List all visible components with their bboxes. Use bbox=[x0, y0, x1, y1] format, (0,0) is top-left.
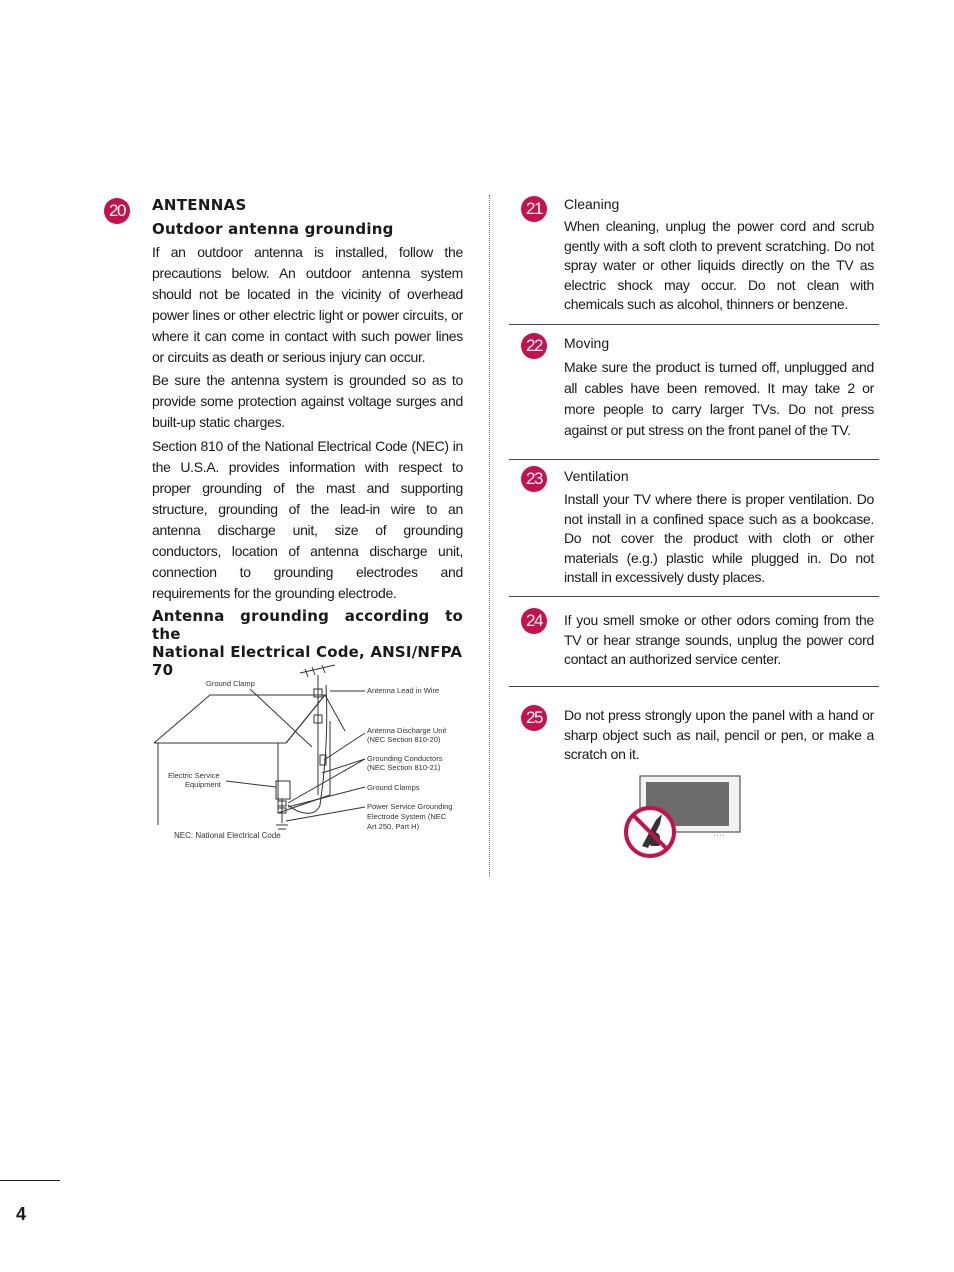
label-discharge-unit: Antenna Discharge Unit bbox=[367, 726, 447, 735]
roof-edge bbox=[325, 695, 345, 731]
antenna-element bbox=[305, 669, 308, 677]
section-title: ANTENNAS bbox=[152, 196, 247, 214]
item-text-moving: Make sure the product is turned off, unplugged and all cables have been removed. It may take 2 or more people to carry larger TVs. Do not press against or put stress on the front panel of the TV. bbox=[564, 359, 874, 438]
antenna-element bbox=[322, 665, 325, 673]
section-subtitle: Outdoor antenna grounding bbox=[152, 220, 394, 238]
item-number-badge-20: 20 bbox=[104, 198, 130, 224]
paragraph: If an outdoor antenna is installed, follow the precautions below. An outdoor antenna system should not be located in the vicinity of overhead power lines or other electric light or power circuits, or where it can come in contact with such power lines or circuits as death or serious injury can occur. bbox=[152, 244, 463, 365]
label-electric-service: Electric Service bbox=[168, 771, 220, 780]
item-title-cleaning: Cleaning bbox=[564, 196, 620, 212]
label-ground-clamp: Ground Clamp bbox=[206, 679, 255, 688]
diagram-heading-line2: National Electrical Code, ANSI/NFPA 70 bbox=[152, 643, 463, 679]
lead-in-wire bbox=[288, 685, 327, 813]
item-text-smoke: If you smell smoke or other odors coming from the TV or hear strange sounds, unplug the power cord contact an authorized service center. bbox=[564, 612, 874, 667]
label-grounding-conductors: Grounding Conductors bbox=[367, 754, 443, 763]
item-text-panel: Do not press strongly upon the panel with a hand or sharp object such as nail, pencil or pen, or make a scratch on it. bbox=[564, 707, 874, 762]
roof-ridge bbox=[286, 695, 325, 743]
item-number-badge-21: 21 bbox=[521, 196, 547, 222]
item-text-cleaning: When cleaning, unplug the power cord and scrub gently with a soft cloth to prevent scratching. Do not spray water or other liquids directly on the TV as electric shock may occur. Do not clean with chemicals such as alcohol, thinners or benzene. bbox=[564, 218, 874, 312]
section-divider bbox=[509, 459, 879, 460]
paragraph: Section 810 of the National Electrical Code (NEC) in the U.S.A. provides information with respect to proper grounding of the mast and supporting structure, grounding of the lead-in wire to an antenna discharge unit, size of grounding conductors, location of antenna discharge unit, connection to grounding electrodes and requirements for the grounding electrode. bbox=[152, 438, 463, 601]
leader-line bbox=[226, 781, 276, 787]
column-divider bbox=[489, 195, 490, 877]
item-title-moving: Moving bbox=[564, 335, 610, 351]
section-divider bbox=[509, 324, 879, 325]
section-divider bbox=[509, 596, 879, 597]
label-lead-in-wire: Antenna Lead in Wire bbox=[367, 686, 440, 695]
diagram-heading-line1: Antenna grounding according to the bbox=[152, 607, 463, 643]
label-ground-clamps: Ground Clamps bbox=[367, 783, 420, 792]
item-number-badge-22: 22 bbox=[521, 333, 547, 359]
item-number-badge-25: 25 bbox=[521, 705, 547, 731]
leader-line bbox=[250, 689, 312, 747]
item-number-badge-23: 23 bbox=[521, 466, 547, 492]
label-power-service: Power Service Grounding bbox=[367, 802, 453, 811]
item-title-ventilation: Ventilation bbox=[564, 468, 629, 484]
label-electric-service-equipment: Equipment bbox=[185, 780, 221, 789]
label-nec-note: NEC: National Electrical Code bbox=[174, 831, 281, 840]
item-text-ventilation: Install your TV where there is proper ventilation. Do not install in a confined space such as a bookcase. Do not cover the product with cloth or other materials (e.g.) plastic while plugged in. Do not install in excessively dusty places. bbox=[564, 491, 874, 585]
item-number-badge-24: 24 bbox=[521, 608, 547, 634]
antenna-grounding-diagram bbox=[150, 655, 470, 850]
antenna-element bbox=[312, 667, 315, 675]
label-power-service-art: Art 250, Part H) bbox=[367, 822, 420, 831]
label-discharge-unit-section: (NEC Section 810-20) bbox=[367, 735, 441, 744]
label-power-service-electrode: Electrode System (NEC bbox=[367, 812, 447, 821]
leader-line bbox=[288, 787, 365, 807]
paragraph: Be sure the antenna system is grounded so as to provide some protection against voltage surges and built-up static charges. bbox=[152, 372, 463, 430]
leader-line bbox=[286, 807, 365, 821]
page-number-rule bbox=[0, 1180, 60, 1181]
no-sharp-object-illustration bbox=[622, 774, 742, 862]
label-grounding-conductors-section: (NEC Section 810-21) bbox=[367, 763, 441, 772]
section-divider bbox=[509, 686, 879, 687]
page-number: 4 bbox=[16, 1204, 27, 1224]
